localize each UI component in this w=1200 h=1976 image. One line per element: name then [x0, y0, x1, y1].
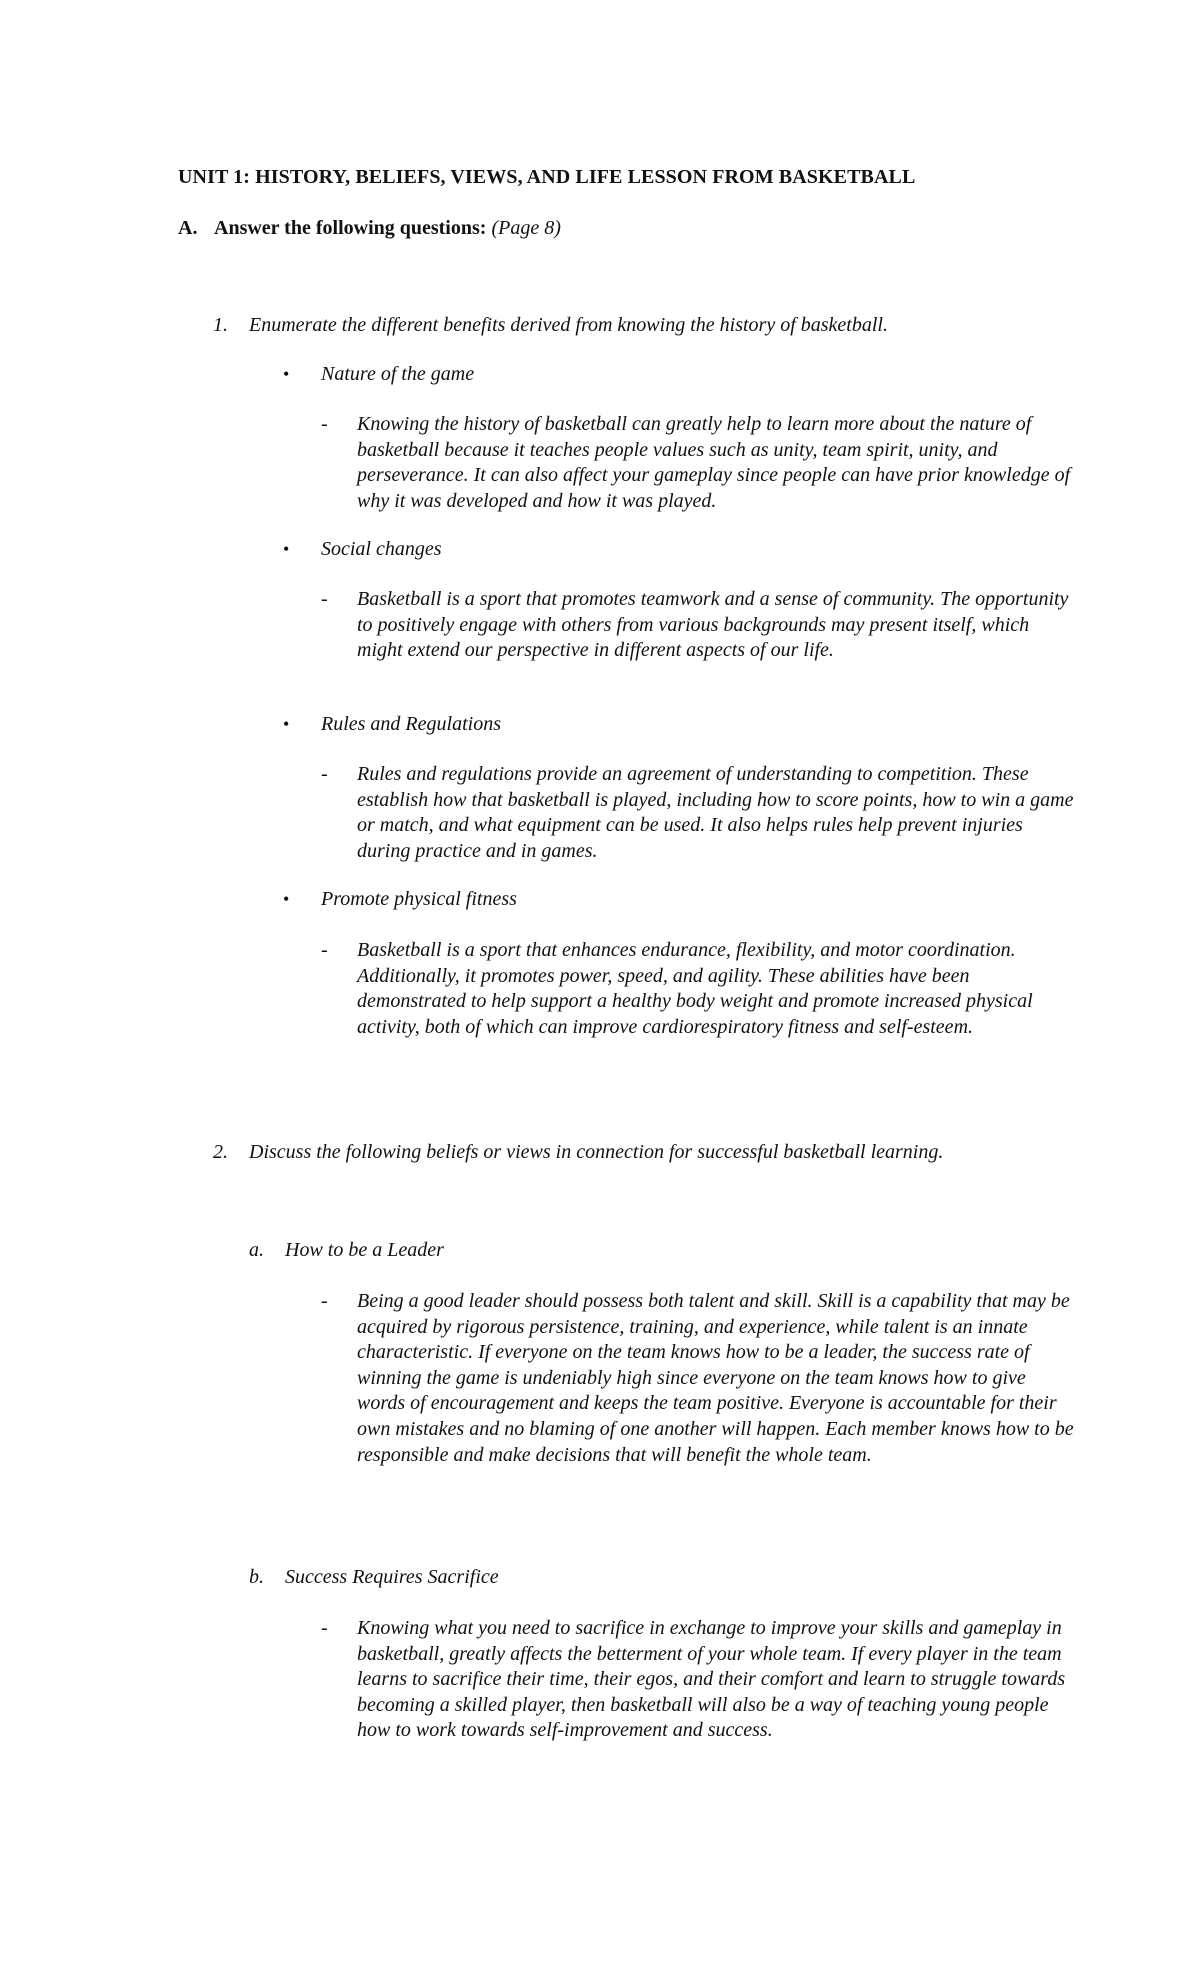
dash-icon: - — [321, 413, 328, 435]
belief-paragraph — [321, 1289, 1077, 1468]
benefit-item — [283, 363, 474, 386]
section-page-ref: (Page 8) — [491, 217, 561, 239]
dash-icon: - — [321, 763, 328, 785]
belief-paragraph — [321, 1616, 1077, 1744]
bullet-icon: • — [283, 364, 290, 384]
benefit-paragraph — [321, 412, 1077, 514]
belief-title: Success Requires Sacrifice — [285, 1566, 499, 1588]
paragraph-text: Being a good leader should possess both talent and skill. Skill is a capability that may be acquired by rigorous persistence, training, and experience, while talent is an innate characteristic. If everyone on the team knows how to be a leader, the success rate of winning the game is undeniably high since everyone on the team knows how to give words of encouragement and keeps the team positive. Everyone is accountable for their own mistakes and no blaming of one another will happen. Each member knows how to be responsible and make decisions that will benefit the whole team. — [357, 1290, 1074, 1466]
benefit-item — [283, 538, 442, 561]
bullet-icon: • — [283, 539, 290, 559]
benefit-title: Nature of the game — [321, 363, 475, 385]
bullet-icon: • — [283, 889, 290, 909]
benefit-title: Promote physical fitness — [321, 888, 517, 910]
paragraph-text: Knowing the history of basketball can greatly help to learn more about the nature of basketball because it teaches people values such as unity, team spirit, unity, and perseverance. It can also affect your gameplay since people can have prior knowledge of why it was developed and how it was played. — [357, 413, 1071, 512]
question-1 — [213, 314, 888, 337]
paragraph-text: Basketball is a sport that enhances endurance, flexibility, and motor coordination. Additionally, it promotes power, speed, and agility. These abilities have been demonstrated to help support a healthy body weight and promote increased physical activity, both of which can improve cardiorespiratory fitness and self-esteem. — [357, 939, 1033, 1038]
dash-icon: - — [321, 588, 328, 610]
benefit-paragraph — [321, 938, 1077, 1040]
bullet-icon: • — [283, 714, 290, 734]
belief-item — [249, 1239, 444, 1262]
paragraph-text: Basketball is a sport that promotes teamwork and a sense of community. The opportunity to positively engage with others from various backgrounds may present itself, which might extend our perspective in different aspects of our life. — [357, 588, 1069, 662]
paragraph-text: Rules and regulations provide an agreement of understanding to competition. These establish how that basketball is played, including how to score points, how to win a game or match, and what equipment can be used. It also helps rules help prevent injuries during practice and in games. — [357, 763, 1074, 862]
paragraph-text: Knowing what you need to sacrifice in exchange to improve your skills and gameplay in basketball, greatly affects the betterment of your whole team. If every player in the team learns to sacrifice their time, their egos, and their comfort and learn to struggle towards becoming a skilled player, then basketball will also be a way of teaching young people how to work towards self-improvement and success. — [357, 1617, 1066, 1742]
benefit-title: Rules and Regulations — [321, 713, 501, 735]
belief-title: How to be a Leader — [285, 1239, 444, 1261]
section-heading — [178, 217, 561, 240]
section-heading-text: Answer the following questions: — [214, 217, 487, 239]
unit-title: UNIT 1: HISTORY, BELIEFS, VIEWS, AND LIFE LESSON FROM BASKETBALL — [178, 166, 916, 188]
dash-icon: - — [321, 1617, 328, 1639]
benefit-paragraph — [321, 587, 1077, 664]
question-2 — [213, 1141, 943, 1164]
section-letter: A. — [178, 217, 198, 239]
benefit-item — [283, 888, 517, 911]
question-number: 2. — [213, 1141, 228, 1163]
benefit-title: Social changes — [321, 538, 442, 560]
dash-icon: - — [321, 939, 328, 961]
belief-letter: b. — [249, 1566, 264, 1588]
dash-icon: - — [321, 1290, 328, 1312]
benefit-item — [283, 713, 501, 736]
question-number: 1. — [213, 314, 228, 336]
benefit-paragraph — [321, 762, 1077, 864]
belief-item — [249, 1566, 499, 1589]
question-text: Discuss the following beliefs or views in connection for successful basketball learning. — [249, 1141, 944, 1163]
belief-letter: a. — [249, 1239, 264, 1261]
question-text: Enumerate the different benefits derived from knowing the history of basketball. — [249, 314, 888, 336]
